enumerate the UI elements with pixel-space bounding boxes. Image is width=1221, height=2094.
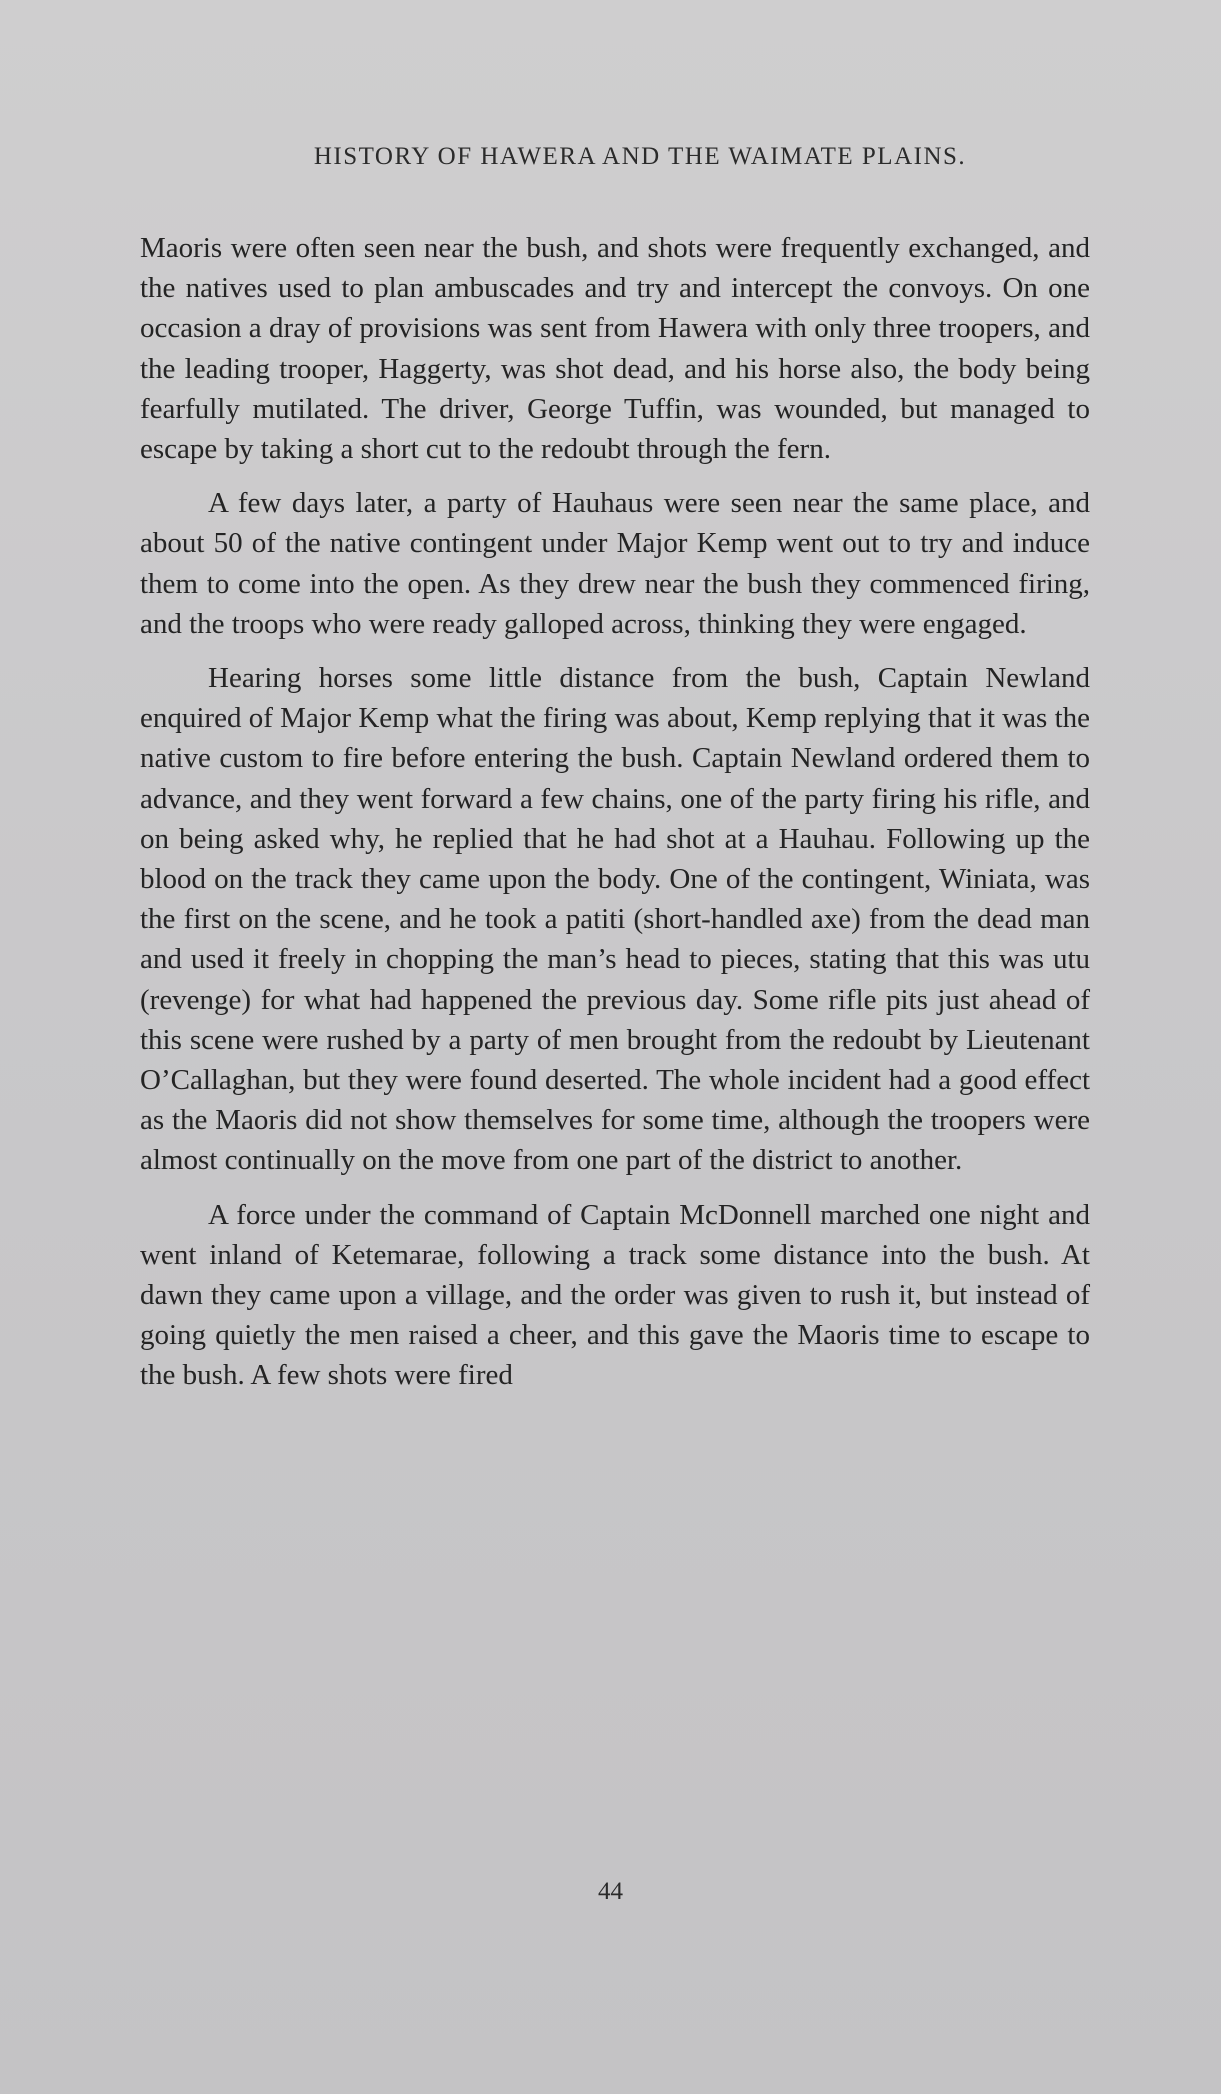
paragraph-hauhaus-sighted: A few days later, a party of Hauhaus were seen near the same place, and about 50 of the native contingent under Major Kemp went out to try and induce them to come into the open. As they drew near the bush they commenced firing, and the troops who were ready galloped across, thinking they were engaged. [140, 487, 1090, 640]
paragraph-mcdonnell-force: A force under the command of Captain McDonnell marched one night and went inland of Ketemarae, following a track some distance into the bush. At dawn they came upon a village, and the order was given to rush it, but instead of going quietly the men raised a cheer, and this gave the Maoris time to escape to the bush. A few shots were fired [140, 1198, 1090, 1392]
paragraph-captain-newland: Hearing horses some little distance from the bush, Captain Newland enquired of Major Kemp what the firing was about, Kemp replying that it was the native custom to fire before entering the bush. Captain Newland ordered them to advance, and they went forward a few chains, one of the party firing his rifle, and on being asked why, he replied that he had shot at a Hauhau. Following up the blood on the track they came upon the body. One of the contingent, Winiata, was the first on the scene, and he took a patiti (short-handled axe) from the dead man and used it freely in chopping the man’s head to pieces, stating that this was utu (revenge) for what had happened the previous day. Some rifle pits just ahead of this scene were rushed by a party of men brought from the redoubt by Lieutenant O’Callaghan, but they were found deserted. The whole incident had a good effect as the Maoris did not show themselves for some time, although the troopers were almost continually on the move from one part of the district to another. [140, 662, 1090, 1177]
body-text [140, 228, 1090, 1410]
page-number: 44 [598, 1878, 623, 1905]
running-head-title: HISTORY OF HAWERA AND THE WAIMATE PLAINS. [313, 143, 967, 170]
paragraph-convoy-ambush: Maoris were often seen near the bush, and shots were frequently exchanged, and the natives used to plan ambuscades and try and intercept the convoys. On one occasion a dray of provisions was sent from Hawera with only three troopers, and the leading trooper, Haggerty, was shot dead, and his horse also, the body being fearfully mutilated. The driver, George Tuffin, was wounded, but managed to escape by taking a short cut to the redoubt through the fern. [140, 232, 1090, 466]
